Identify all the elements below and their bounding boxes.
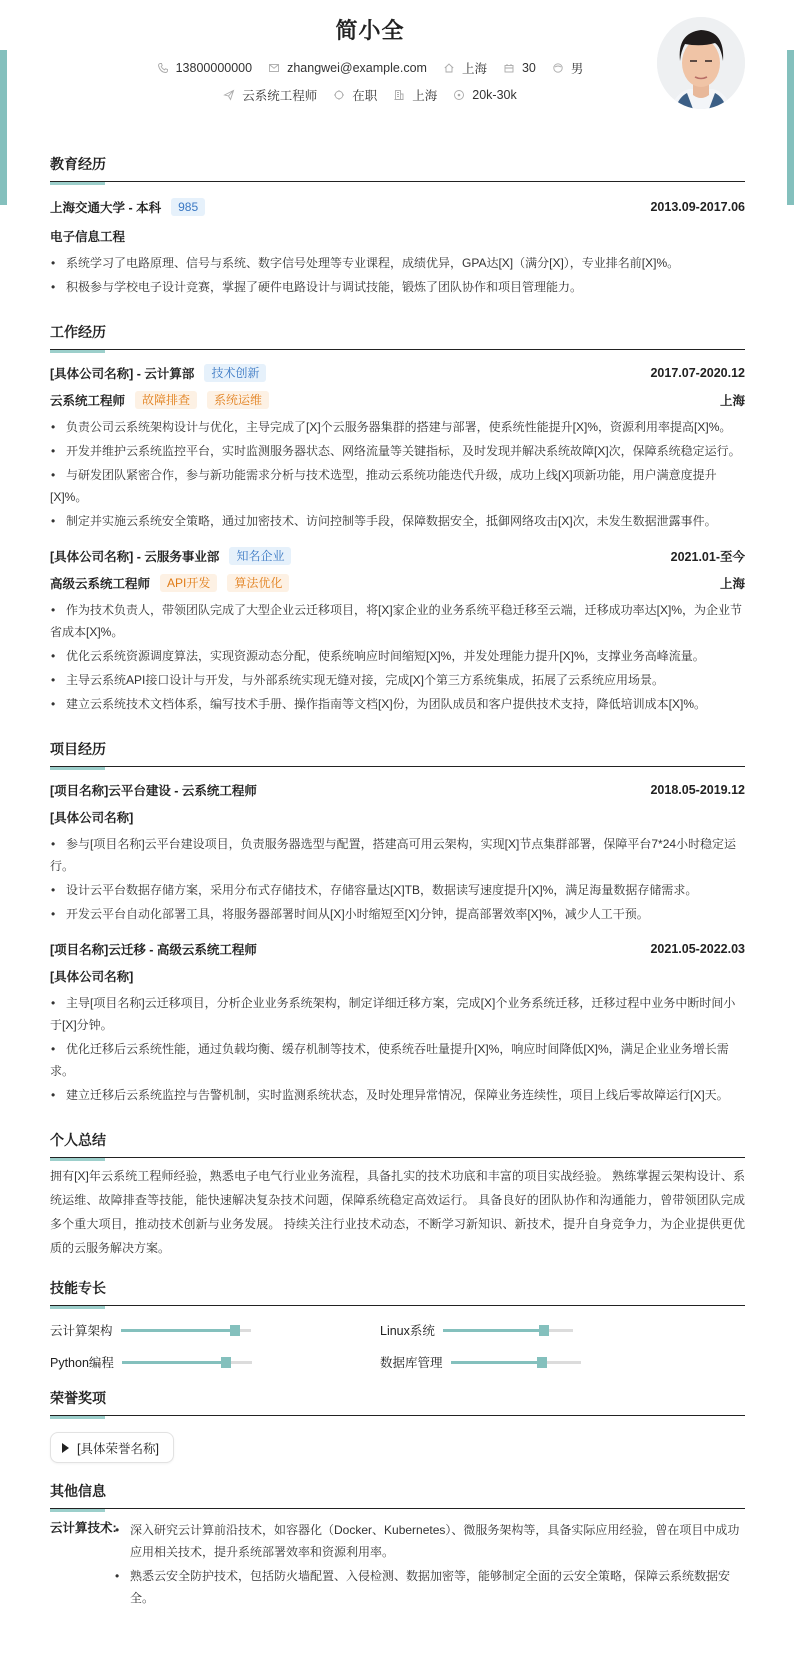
section-divider xyxy=(50,766,745,767)
section-divider xyxy=(50,1415,745,1416)
company-tag: 技术创新 xyxy=(204,364,266,382)
project-company: [具体公司名称] xyxy=(50,970,134,984)
section-title: 荣誉奖项 xyxy=(50,1390,106,1406)
project-name: [项目名称]云平台建设 - 云系统工程师 xyxy=(50,784,257,798)
work-location: 上海 xyxy=(719,577,745,591)
avatar xyxy=(657,17,745,109)
gender-value: 男 xyxy=(570,62,584,76)
skill-thumb xyxy=(230,1325,240,1336)
skill-thumb xyxy=(539,1325,549,1336)
status-info xyxy=(333,86,377,104)
work-entry xyxy=(50,359,745,532)
section-divider xyxy=(50,1157,745,1158)
skill-fill xyxy=(451,1361,542,1364)
list-item: • 优化云系统资源调度算法，实现资源动态分配，使系统响应时间缩短[X]%，并发处理能力提升[X]%，支撑业务高峰流量。 xyxy=(50,645,745,667)
skill-item xyxy=(380,1320,710,1340)
status-icon xyxy=(333,89,345,101)
section-accent xyxy=(50,767,105,770)
role-tag: 系统运维 xyxy=(207,391,269,409)
section-header xyxy=(50,1384,745,1416)
section-header xyxy=(50,1274,745,1306)
projects-section xyxy=(50,735,745,1106)
skill-name: Linux系统 xyxy=(380,1324,435,1338)
skill-thumb xyxy=(537,1357,547,1368)
work-date: 2017.07-2020.12 xyxy=(650,366,745,380)
position-value: 云系统工程师 xyxy=(242,89,318,103)
project-name: [项目名称]云迁移 - 高级云系统工程师 xyxy=(50,943,257,957)
honor-item-toggle[interactable] xyxy=(50,1432,174,1463)
skill-fill xyxy=(122,1361,226,1364)
skills-grid xyxy=(50,1320,745,1372)
honor-name: [具体荣誉名称] xyxy=(77,1441,159,1456)
skills-section xyxy=(50,1274,745,1372)
section-divider xyxy=(50,349,745,350)
list-item: • 深入研究云计算前沿技术，如容器化（Docker、Kubernetes）、微服务架构等，具备实际应用经验，曾在项目中成功应用相关技术，提升系统部署效率和资源利用率。 xyxy=(114,1519,745,1563)
work-location: 上海 xyxy=(719,394,745,408)
list-item: • 主导[项目名称]云迁移项目，分析企业业务系统架构，制定详细迁移方案，完成[X]个业务系统迁移，迁移过程中业务中断时间小于[X]分钟。 xyxy=(50,992,745,1036)
list-item: • 积极参与学校电子设计竞赛，掌握了硬件电路设计与调试技能，锻炼了团队协作和项目管理能力。 xyxy=(50,276,745,298)
skill-fill xyxy=(443,1329,544,1332)
skill-bar xyxy=(443,1329,573,1332)
skill-item xyxy=(380,1352,710,1372)
list-item: • 与研发团队紧密合作，参与新功能需求分析与技术选型，推动云系统功能迭代升级，成功上线[X]项新功能，用户满意度提升[X]%。 xyxy=(50,464,745,508)
skill-item xyxy=(50,1352,380,1372)
status-value: 在职 xyxy=(352,89,378,103)
list-item: • 开发并维护云系统监控平台，实时监测服务器状态、网络流量等关键指标，及时发现并解决系统故障[X]次，保障系统稳定运行。 xyxy=(50,440,745,462)
summary-section xyxy=(50,1126,745,1260)
school-tag: 985 xyxy=(171,198,205,216)
contact-row xyxy=(50,59,690,77)
calendar-icon xyxy=(503,62,515,74)
phone-icon xyxy=(157,62,169,74)
target-city-value: 上海 xyxy=(412,89,438,103)
section-header xyxy=(50,1477,745,1509)
list-item: • 参与[项目名称]云平台建设项目，负责服务器选型与配置，搭建高可用云架构，实现[X]节点集群部署，保障平台7*24小时稳定运行。 xyxy=(50,833,745,877)
skill-name: 云计算架构 xyxy=(50,1324,113,1338)
project-date: 2021.05-2022.03 xyxy=(650,942,745,956)
section-divider xyxy=(50,1508,745,1509)
gender-info xyxy=(552,59,584,77)
major: 电子信息工程 xyxy=(50,230,126,244)
skill-name: 数据库管理 xyxy=(380,1356,443,1370)
role-tag: API开发 xyxy=(160,574,217,592)
list-item: • 建立迁移后云系统监控与告警机制，实时监测系统状态，及时处理异常情况，保障业务连续性，项目上线后零故障运行[X]天。 xyxy=(50,1084,745,1106)
list-item: • 系统学习了电路原理、信号与系统、数字信号处理等专业课程，成绩优异，GPA达[X]（满分[X]），专业排名前[X]%。 xyxy=(50,252,745,274)
other-entry xyxy=(50,1517,745,1611)
section-title: 项目经历 xyxy=(50,741,106,757)
education-bullets xyxy=(50,252,745,298)
other-bullets xyxy=(114,1517,745,1611)
role-title: 云系统工程师 xyxy=(50,394,126,408)
other-section xyxy=(50,1477,745,1611)
honors-section xyxy=(50,1384,745,1463)
section-accent xyxy=(50,1158,105,1161)
send-icon xyxy=(223,89,235,101)
candidate-name: 简小全 xyxy=(335,18,405,43)
skill-thumb xyxy=(221,1357,231,1368)
list-item: • 开发云平台自动化部署工具，将服务器部署时间从[X]小时缩短至[X]分钟，提高部署效率[X]%，减少人工干预。 xyxy=(50,903,745,925)
role-tag: 算法优化 xyxy=(227,574,289,592)
section-title: 教育经历 xyxy=(50,156,106,172)
salary-value: 20k-30k xyxy=(472,88,517,102)
skill-bar xyxy=(122,1361,252,1364)
project-date: 2018.05-2019.12 xyxy=(650,783,745,797)
list-item: • 主导云系统API接口设计与开发，与外部系统实现无缝对接，完成[X]个第三方系统集成，拓展了云系统应用场景。 xyxy=(50,669,745,691)
role-title: 高级云系统工程师 xyxy=(50,577,151,591)
work-bullets xyxy=(50,599,745,715)
building-icon xyxy=(393,89,405,101)
school-name: 上海交通大学 - 本科 xyxy=(50,201,162,215)
email-value: zhangwei@example.com xyxy=(287,61,427,75)
list-item: • 优化迁移后云系统性能，通过负载均衡、缓存机制等技术，使系统吞吐量提升[X]%，响应时间降低[X]%，满足企业业务增长需求。 xyxy=(50,1038,745,1082)
skill-bar xyxy=(451,1361,581,1364)
summary-text: 拥有[X]年云系统工程师经验，熟悉电子电气行业业务流程，具备扎实的技术功底和丰富的项目实战经验。 熟练掌握云架构设计、系统运维、故障排查等技能，能快速解决复杂技术问题，保障系统稳定高效运行。 具备良好的团队协作和沟通能力，曾带领团队完成多个重大项目，推动技术创新与业务发展。 持续关注行业技术动态，不断学习新知识、新技术，提升自身竞争力，为企业提供更优质的云服务解决方案。 xyxy=(50,1169,745,1255)
project-entry xyxy=(50,935,745,1106)
list-item: • 负责公司云系统架构设计与优化，主导完成了[X]个云服务器集群的搭建与部署，使系统性能提升[X]%，资源利用率提高[X]%。 xyxy=(50,416,745,438)
section-accent xyxy=(50,182,105,185)
list-item: • 设计云平台数据存储方案，采用分布式存储技术，存储容量达[X]TB，数据读写速度提升[X]%，满足海量数据存储需求。 xyxy=(50,879,745,901)
company-tag: 知名企业 xyxy=(229,547,291,565)
work-entry xyxy=(50,542,745,715)
skill-item xyxy=(50,1320,380,1340)
skill-bar xyxy=(121,1329,251,1332)
section-title: 技能专长 xyxy=(50,1280,106,1296)
section-header xyxy=(50,735,745,767)
mail-icon xyxy=(268,62,280,74)
section-title: 个人总结 xyxy=(50,1132,106,1148)
other-label: 云计算技术: xyxy=(50,1521,117,1535)
role-tag: 故障排查 xyxy=(135,391,197,409)
location-info xyxy=(443,59,487,77)
project-entry xyxy=(50,776,745,925)
email-info xyxy=(268,61,427,75)
position-info xyxy=(223,86,317,104)
company-name: [具体公司名称] - 云服务事业部 xyxy=(50,550,220,564)
location-value: 上海 xyxy=(461,62,487,76)
work-bullets xyxy=(50,416,745,532)
job-intent-row xyxy=(50,86,690,104)
list-item: • 熟悉云安全防护技术，包括防火墙配置、入侵检测、数据加密等，能够制定全面的云安全策略，保障云系统数据安全。 xyxy=(114,1565,745,1609)
phone-info xyxy=(157,61,252,75)
section-accent xyxy=(50,1416,105,1419)
work-section xyxy=(50,318,745,715)
list-item: • 建立云系统技术文档体系，编写技术手册、操作指南等文档[X]份，为团队成员和客户提供技术支持，降低培训成本[X]%。 xyxy=(50,693,745,715)
section-title: 工作经历 xyxy=(50,324,106,340)
target-city-info xyxy=(393,86,437,104)
home-icon xyxy=(443,62,455,74)
project-company: [具体公司名称] xyxy=(50,811,134,825)
section-divider xyxy=(50,1305,745,1306)
section-accent xyxy=(50,1509,105,1512)
project-bullets xyxy=(50,992,745,1106)
skill-name: Python编程 xyxy=(50,1356,114,1370)
company-name: [具体公司名称] - 云计算部 xyxy=(50,367,195,381)
age-info xyxy=(503,61,536,75)
education-entry-head xyxy=(50,193,745,221)
money-icon xyxy=(453,89,465,101)
section-accent xyxy=(50,1306,105,1309)
caret-right-icon xyxy=(62,1443,69,1453)
section-header xyxy=(50,318,745,350)
education-section xyxy=(50,150,745,298)
resume-header xyxy=(50,0,745,150)
education-date: 2013.09-2017.06 xyxy=(650,200,745,214)
list-item: • 作为技术负责人，带领团队完成了大型企业云迁移项目，将[X]家企业的业务系统平稳迁移至云端，迁移成功率达[X]%，为企业节省成本[X]%。 xyxy=(50,599,745,643)
gender-icon xyxy=(552,62,564,74)
project-bullets xyxy=(50,833,745,925)
age-value: 30 xyxy=(521,61,536,75)
section-header xyxy=(50,1126,745,1158)
section-header xyxy=(50,150,745,182)
section-title: 其他信息 xyxy=(50,1483,106,1499)
work-date: 2021.01-至今 xyxy=(670,550,745,564)
phone-value: 13800000000 xyxy=(175,61,253,75)
section-accent xyxy=(50,350,105,353)
section-divider xyxy=(50,181,745,182)
skill-fill xyxy=(121,1329,235,1332)
salary-info xyxy=(453,88,516,102)
list-item: • 制定并实施云系统安全策略，通过加密技术、访问控制等手段，保障数据安全，抵御网络攻击[X]次，未发生数据泄露事件。 xyxy=(50,510,745,532)
